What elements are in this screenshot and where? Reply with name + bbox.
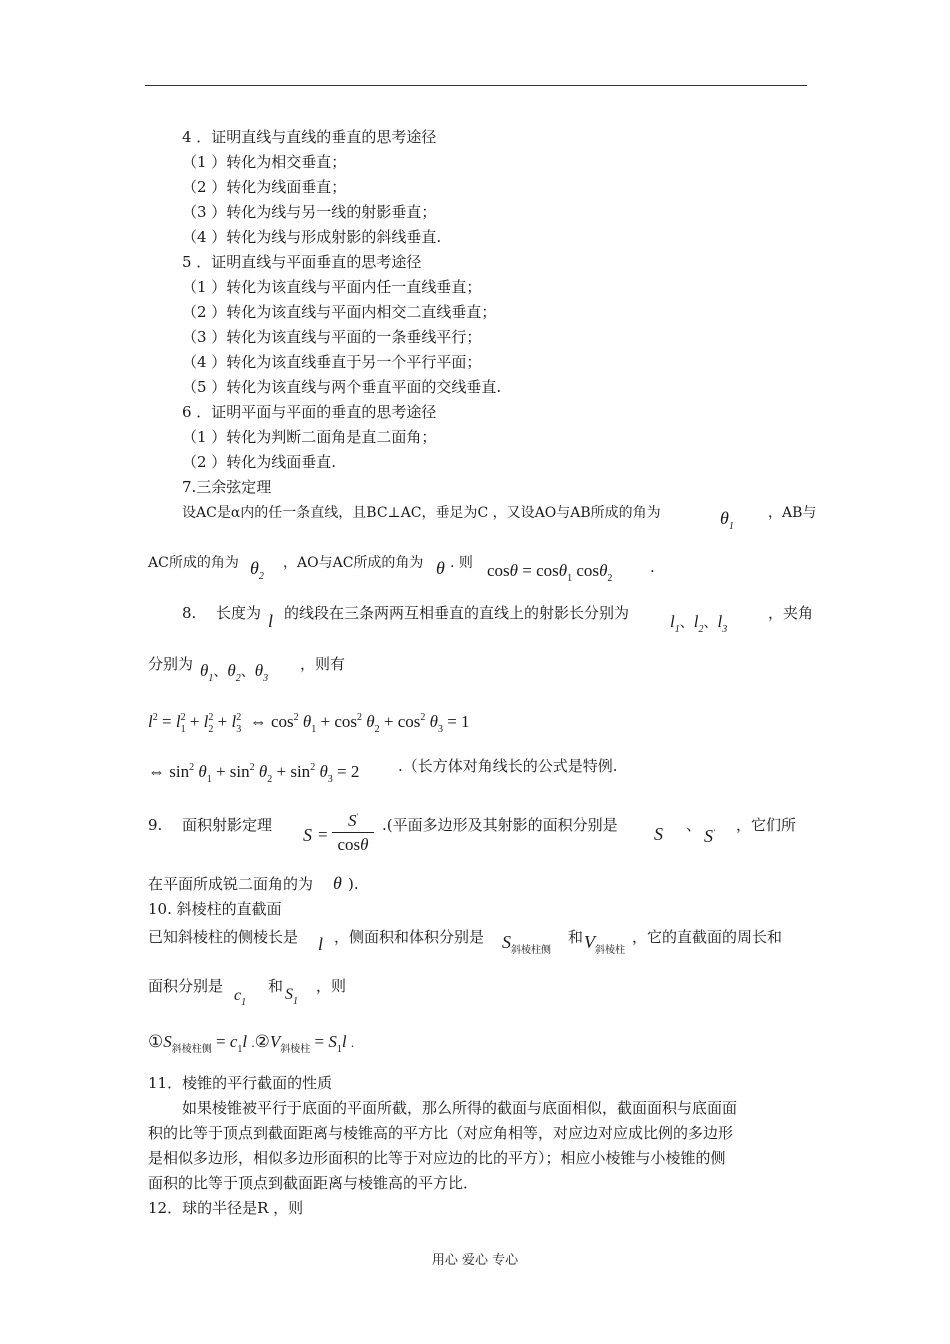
section-9-sep: 、: [686, 816, 702, 834]
section-5-item: （2 ）转化为该直线与平面内相交二直线垂直；: [182, 303, 497, 321]
section-11-paragraph-line: 积的比等于顶点到截面距离与棱锥高的平方比（对应角相等，对应边对应成比例的多边形: [148, 1124, 734, 1142]
length-cos-identity: $l^2 = l_1^2 + l_2^2 + l_3^2$ ⇔ $\cos^2 \theta_1 + \cos^2 \theta_2 + \cos^2 \theta_3 = 1$: [148, 712, 470, 735]
section-6-item: （1 ）转化为判断二面角是直二面角；: [182, 428, 437, 446]
theta-symbol: θ: [436, 558, 445, 578]
fraction-numerator: S': [332, 810, 374, 833]
prism-formulas: $①S_{斜棱柱侧} = c_1l$ $.②V_{斜棱柱} = S_1l$ .: [148, 1032, 355, 1055]
theta-components-symbol: $\theta_1$、$\theta_2$、$\theta_3$: [200, 661, 269, 684]
section-10-line1c: 和: [568, 928, 584, 946]
volume-symbol: $V_{斜棱柱}$: [584, 932, 625, 956]
section-10-line1a: 已知斜棱柱的侧棱长是: [148, 928, 299, 946]
section-8-note: .（长方体对角线长的公式是特例.: [398, 757, 618, 775]
header-rule: [145, 85, 807, 86]
section-11-title: 11．棱锥的平行截面的性质: [148, 1074, 333, 1092]
fraction-denominator: cosθ: [337, 835, 369, 854]
section-11-paragraph-line: 面积的比等于顶点到截面距离与棱锥高的平方比．: [148, 1174, 479, 1192]
length-l-symbol: l: [268, 611, 274, 631]
section-8-line2: 分别为: [148, 655, 194, 673]
section-7-line1-end: ，AB与: [768, 505, 817, 521]
section-9-line2a: 在平面所成锐二面角的为: [148, 875, 314, 893]
section-4-item: （4 ）转化为线与形成射影的斜线垂直.: [182, 228, 442, 246]
section-10-line1b: ，侧面积和体积分别是: [334, 928, 485, 946]
section-9-text: .(平面多边形及其射影的面积分别是: [382, 816, 618, 834]
section-5-item: （4 ）转化为该直线垂直于另一个平行平面；: [182, 353, 482, 371]
section-6-title: 6 ．证明平面与平面的垂直的思考途径: [182, 403, 437, 421]
section-7-line2b: ，AO与AC所成的角为: [283, 555, 424, 571]
section-5-title: 5 ．证明直线与平面垂直的思考途径: [182, 253, 422, 271]
section-11-paragraph-line: 如果棱锥被平行于底面的平面所截，那么所得的截面与底面相似，截面面积与底面面: [182, 1099, 738, 1117]
section-4-title: 4 ．证明直线与直线的垂直的思考途径: [182, 128, 437, 146]
section-8-text3: ，夹角: [768, 604, 814, 622]
section-7-title: 7.三余弦定理: [182, 478, 272, 496]
area-s1-symbol: $S_1$: [285, 986, 298, 1007]
section-7-line2c: . 则: [450, 555, 473, 571]
section-10-line2c: ，则: [316, 977, 347, 995]
section-8-text: 长度为: [216, 604, 262, 622]
section-4-item: （1 ）转化为相交垂直；: [182, 153, 347, 171]
section-8-text2: 的线段在三条两两互相垂直的直线上的射影长分别为: [284, 604, 630, 622]
section-12-title: 12．球的半径是R ，则: [148, 1199, 304, 1217]
section-4-item: （2 ）转化为线面垂直；: [182, 178, 347, 196]
section-8-number: 8.: [182, 604, 197, 622]
area-s-symbol: S: [303, 825, 312, 845]
section-10-line1d: ，它的直截面的周长和: [632, 928, 783, 946]
section-7-line1: 设AC是α内的任一条直线，且BC⊥AC，垂足为C ，又设AO与AB所成的角为: [182, 505, 661, 521]
section-5-item: （1 ）转化为该直线与平面内任一直线垂直；: [182, 278, 482, 296]
section-5-item: （3 ）转化为该直线与平面的一条垂线平行；: [182, 328, 482, 346]
section-10-line2b: 和: [268, 977, 284, 995]
theta2-symbol: $\theta_2$: [250, 558, 264, 582]
section-7-line2a: AC所成的角为: [148, 555, 239, 571]
section-9-end: ，它们所: [736, 816, 797, 834]
section-11-paragraph-line: 是相似多边形，相似多边形面积的比等于对应边的比的平方）；相应小棱锥与小棱锥的侧: [148, 1149, 726, 1167]
sin-identity: ⇔ $\sin^2 \theta_1 + \sin^2 \theta_2 + \sin^2 \theta_3 = 2$: [148, 762, 360, 785]
section-10-line2a: 面积分别是: [148, 977, 224, 995]
theta1-symbol: $\theta_1$: [720, 508, 734, 532]
formula-period: .: [650, 558, 655, 576]
area-projection-fraction: [332, 810, 374, 855]
section-5-item: （5 ）转化为该直线与两个垂直平面的交线垂直.: [182, 378, 502, 396]
perimeter-c1-symbol: $c_1$: [234, 987, 247, 1008]
equals-sign: =: [318, 825, 328, 844]
lateral-area-symbol: $S_{斜棱柱侧}$: [502, 932, 551, 956]
l-components-symbol: $l_1$、$l_2$、$l_3$: [670, 612, 728, 635]
section-9-title: 面积射影定理: [182, 816, 273, 834]
section-9-line2b: ).: [348, 875, 359, 893]
section-8-line2-end: ，则有: [300, 655, 346, 673]
section-9-number: 9.: [148, 816, 163, 834]
projection-s-symbol: S': [704, 826, 715, 846]
three-cosine-formula: cosθ = cosθ$_1$ cosθ$_2$: [487, 561, 613, 584]
section-10-title: 10. 斜棱柱的直截面: [148, 900, 282, 918]
angle-theta-symbol: θ: [333, 873, 342, 893]
section-6-item: （2 ）转化为线面垂直.: [182, 453, 337, 471]
section-4-item: （3 ）转化为线与另一线的射影垂直；: [182, 203, 437, 221]
polygon-s-symbol: S: [654, 824, 663, 844]
edge-l-symbol: l: [318, 934, 324, 954]
page-footer: 用心 爱心 专心: [431, 1253, 519, 1268]
